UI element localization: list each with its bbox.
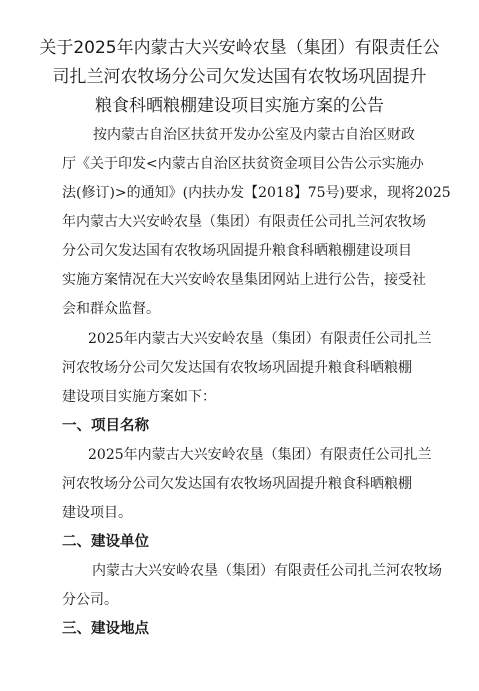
title-line-2: 司扎兰河农牧场分公司欠发达国有农牧场巩固提升 xyxy=(52,67,427,87)
intro-line: 年内蒙古大兴安岭农垦（集团）有限责任公司扎兰河农牧场 xyxy=(62,214,426,230)
section-line: 分公司。 xyxy=(62,592,118,608)
section-heading-construction-unit: 二、建设单位 xyxy=(62,534,149,550)
intro-line: 按内蒙古自治区扶贫开发办公室及内蒙古自治区财政 xyxy=(93,127,415,143)
para2-line: 建设项目实施方案如下： xyxy=(62,389,216,405)
intro-line: 分公司欠发达国有农牧场巩固提升粮食科晒粮棚建设项目 xyxy=(62,243,412,259)
section-heading-project-name: 一、项目名称 xyxy=(62,418,149,434)
intro-line: 法(修订)>的通知》(内扶办发【2018】75号)要求，现将2025 xyxy=(62,185,451,201)
section-line: 内蒙古大兴安岭农垦（集团）有限责任公司扎兰河农牧场 xyxy=(92,563,442,579)
intro-line: 会和群众监督。 xyxy=(62,301,160,317)
section-line: 建设项目。 xyxy=(62,505,132,521)
para2-line: 河农牧场分公司欠发达国有农牧场巩固提升粮食科晒粮棚 xyxy=(62,360,412,376)
section-line: 2025年内蒙古大兴安岭农垦（集团）有限责任公司扎兰 xyxy=(88,447,432,463)
title-line-3: 粮食科晒粮棚建设项目实施方案的公告 xyxy=(95,96,384,116)
intro-line: 厅《关于印发<内蒙古自治区扶贫资金项目公告公示实施办 xyxy=(62,156,424,172)
section-heading-construction-site: 三、建设地点 xyxy=(62,621,149,637)
para2-line: 2025年内蒙古大兴安岭农垦（集团）有限责任公司扎兰 xyxy=(88,331,432,347)
title-line-1: 关于2025年内蒙古大兴安岭农垦（集团）有限责任公 xyxy=(39,38,440,58)
intro-line: 实施方案情况在大兴安岭农垦集团网站上进行公告，接受社 xyxy=(62,272,426,288)
section-line: 河农牧场分公司欠发达国有农牧场巩固提升粮食科晒粮棚 xyxy=(62,476,412,492)
